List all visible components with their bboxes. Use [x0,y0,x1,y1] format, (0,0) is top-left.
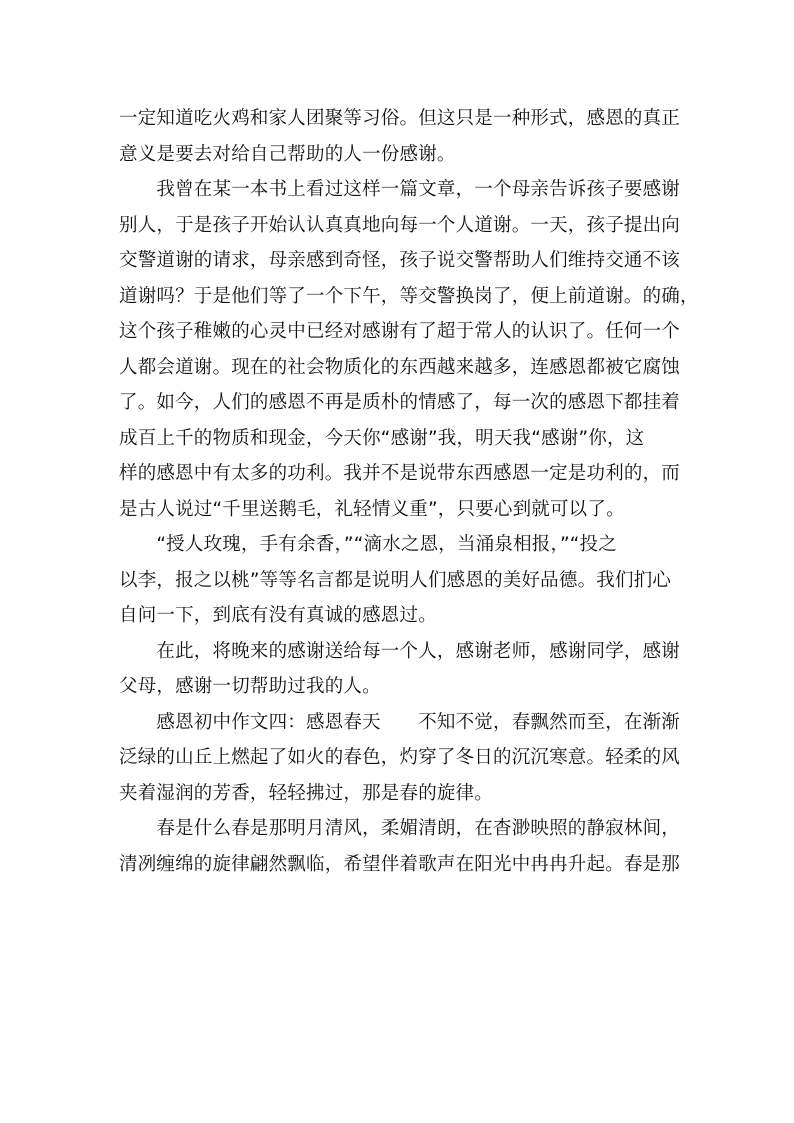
text-line-2: 意义是要去对给自己帮助的人一份感谢。 [119,143,456,165]
text-line-4: 别人，于是孩子开始认认真真地向每一个人道谢。一天，孩子提出向 [119,214,681,236]
text-line-8: 人都会道谢。现在的社会物质化的东西越来越多，连感恩都被它腐蚀 [119,356,681,378]
essay-body [119,101,699,882]
text-line-18: 感恩初中作文四：感恩春天 不知不觉，春飘然而至，在渐渐 [119,711,681,733]
text-line-13: “授人玫瑰，手有余香，”“滴水之恩，当涌泉相报，”“投之 [119,534,617,555]
text-line-12: 是古人说过“千里送鹅毛，礼轻情义重”，只要心到就可以了。 [119,498,625,520]
text-line-20: 夹着湿润的芳香，轻轻拂过，那是春的旋律。 [119,782,494,804]
text-line-22: 清冽缠绵的旋律翩然飘临，希望伴着歌声在阳光中冉冉升起。春是那 [119,853,681,875]
text-line-9: 了。如今，人们的感恩不再是质朴的情感了，每一次的感恩下都挂着 [119,392,681,413]
text-line-16: 在此，将晚来的感谢送给每一个人，感谢老师，感谢同学，感谢 [119,640,681,662]
text-line-5: 交警道谢的请求，母亲感到奇怪，孩子说交警帮助人们维持交通不该 [119,250,681,271]
text-line-7: 这个孩子稚嫩的心灵中已经对感谢有了超于常人的认识了。任何一个 [119,321,681,342]
text-line-21: 春是什么春是那明月清风，柔媚清朗，在杳渺映照的静寂林间， [119,818,681,839]
text-line-10: 成百上千的物质和现金，今天你“感谢”我，明天我“感谢”你，这 [119,427,645,449]
text-line-11: 样的感恩中有太多的功利。我并不是说带东西感恩一定是功利的，而 [119,463,681,484]
text-line-1: 一定知道吃火鸡和家人团聚等习俗。但这只是一种形式，感恩的真正 [119,108,681,129]
text-line-19: 泛绿的山丘上燃起了如火的春色，灼穿了冬日的沉沉寒意。轻柔的风 [119,747,681,768]
text-line-3: 我曾在某一本书上看过这样一篇文章，一个母亲告诉孩子要感谢 [119,179,681,200]
text-line-17: 父母，感谢一切帮助过我的人。 [119,676,381,697]
text-line-14: 以李，报之以桃”等等名言都是说明人们感恩的美好品德。我们扪心 [119,569,672,591]
text-line-6: 道谢吗？于是他们等了一个下午，等交警换岗了，便上前道谢。的确， [119,285,699,307]
text-line-15: 自问一下，到底有没有真诚的感恩过。 [119,605,437,626]
